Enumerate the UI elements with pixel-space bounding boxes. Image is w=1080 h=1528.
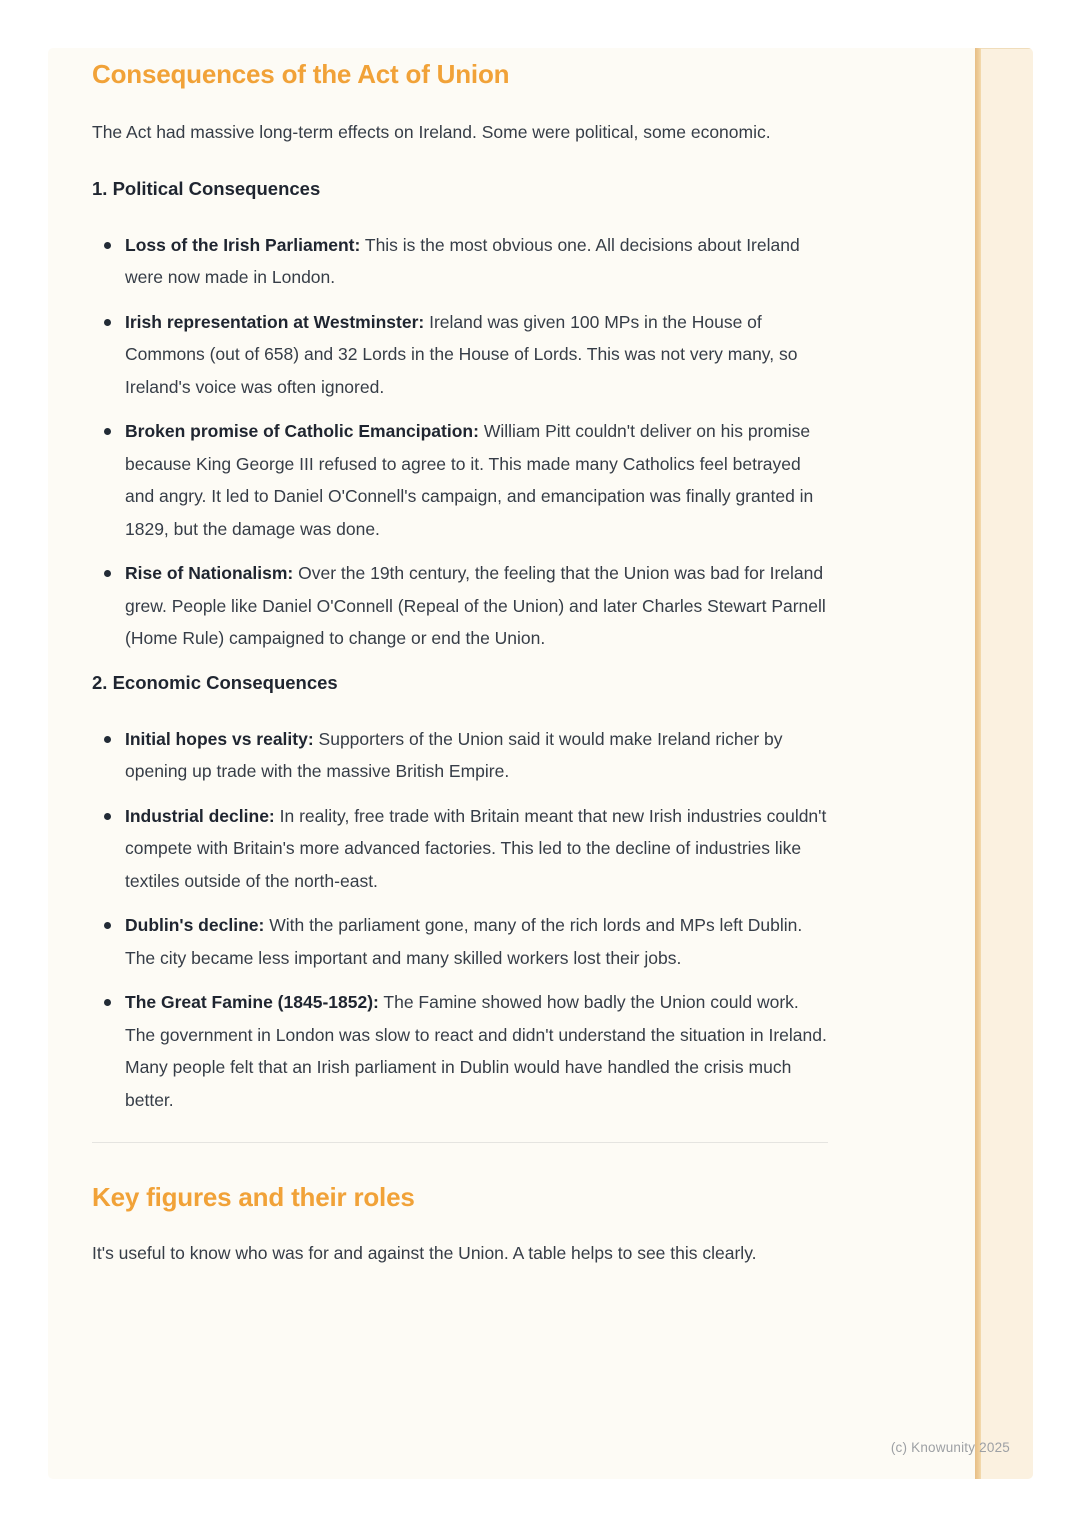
bullet-text: The Famine showed how badly the Union could work. The government in London was slow to react and didn't understand the situation in Ireland. Many people felt that an Irish parliament in Dublin would have handled the crisis much better.: [125, 992, 827, 1110]
list-item: [125, 800, 828, 898]
bullet-lead: Loss of the Irish Parliament:: [125, 234, 361, 255]
economic-consequences-list: [92, 723, 828, 1117]
bullet-text: Supporters of the Union said it would make Ireland richer by opening up trade with the massive British Empire.: [125, 728, 783, 781]
bullet-lead: Initial hopes vs reality:: [125, 728, 314, 749]
list-item: [125, 557, 828, 655]
list-item: [125, 229, 828, 294]
bullet-lead: Industrial decline:: [125, 805, 275, 826]
section-heading-key-figures: Key figures and their roles: [92, 1182, 415, 1212]
bullet-lead: Dublin's decline:: [125, 915, 265, 935]
bullet-text: With the parliament gone, many of the rich lords and MPs left Dublin. The city became less important and many skilled workers lost their jobs.: [125, 915, 803, 968]
list-item: [125, 306, 828, 404]
subsection-title-political: 1. Political Consequences: [92, 177, 321, 199]
bullet-lead: Irish representation at Westminster:: [125, 311, 425, 332]
document-content: [92, 58, 828, 1270]
bullet-text: This is the most obvious one. All decisions about Ireland were now made in London.: [125, 234, 800, 287]
list-item: [125, 415, 828, 545]
bullet-text: In reality, free trade with Britain meant that new Irish industries couldn't compete with Britain's more advanced factories. This led to the decline of industries like textiles outside of the north-east.: [125, 805, 827, 891]
section-intro-paragraph: It's useful to know who was for and against the Union. A table helps to see this clearly.: [92, 1243, 757, 1263]
bullet-text: William Pitt couldn't deliver on his promise because King George III refused to agree to it. This made many Catholics feel betrayed and angry. It led to Daniel O'Connell's campaign, and emancipation was finally granted in 1829, but the damage was done.: [125, 421, 814, 539]
section-intro-paragraph: The Act had massive long-term effects on Ireland. Some were political, some economic.: [92, 122, 771, 142]
list-item: [125, 986, 828, 1116]
copyright-watermark: (c) Knowunity 2025: [890, 1440, 1010, 1455]
list-item: [125, 723, 828, 788]
notebook-margin-band: [981, 48, 1033, 1479]
bullet-lead: Rise of Nationalism:: [125, 563, 294, 583]
political-consequences-list: [92, 229, 828, 655]
subsection-title-economic: 2. Economic Consequences: [92, 671, 338, 693]
bullet-lead: Broken promise of Catholic Emancipation:: [125, 421, 479, 441]
section-heading-consequences: Consequences of the Act of Union: [92, 59, 510, 89]
section-divider: [92, 1142, 828, 1143]
bullet-lead: The Great Famine (1845-1852):: [125, 992, 379, 1012]
list-item: [125, 909, 828, 974]
bullet-text: Over the 19th century, the feeling that the Union was bad for Ireland grew. People like Daniel O'Connell (Repeal of the Union) and later Charles Stewart Parnell (Home Rule) campaigned to change or end the Union.: [125, 563, 826, 648]
bullet-text: Ireland was given 100 MPs in the House of Commons (out of 658) and 32 Lords in the House of Lords. This was not very many, so Ireland's voice was often ignored.: [125, 311, 798, 397]
document-page: [48, 48, 1033, 1479]
